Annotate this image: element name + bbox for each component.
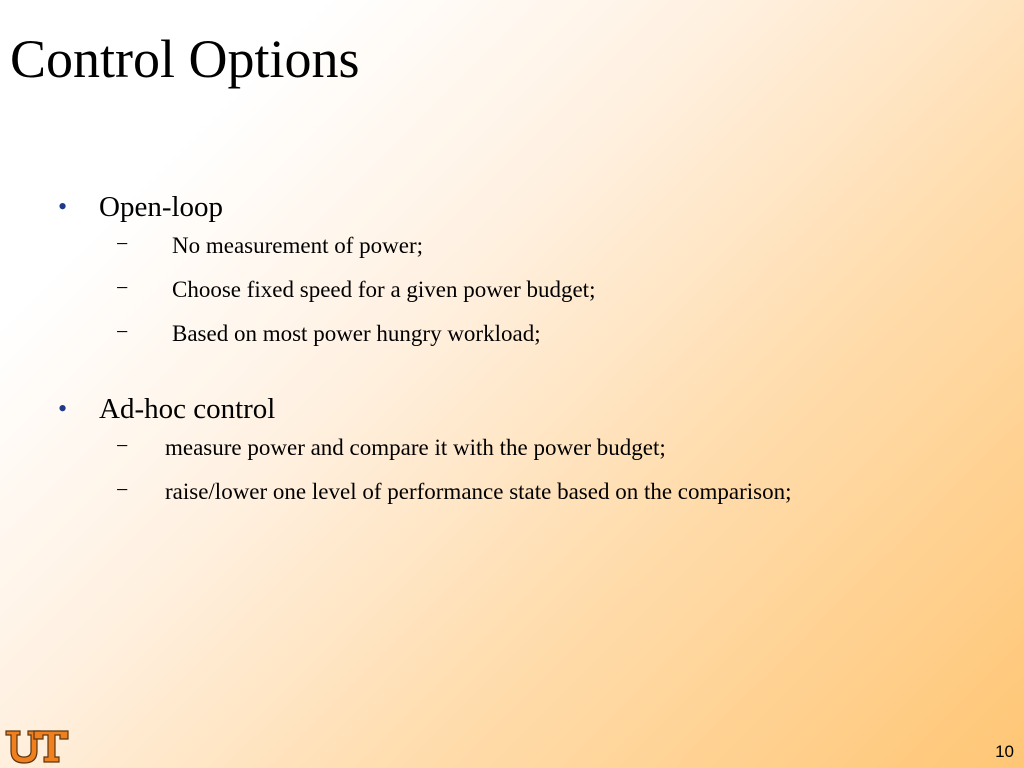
slide-title: Control Options [10, 29, 360, 89]
bullet-dot-icon: • [58, 394, 68, 423]
bullet-group-open-loop [58, 190, 998, 364]
bullet-item [58, 190, 998, 224]
sub-bullet-text: No measurement of power; [172, 233, 424, 258]
sub-bullet-list [58, 232, 998, 364]
bullet-group-ad-hoc [58, 392, 998, 522]
sub-bullet-item [58, 478, 998, 522]
sub-bullet-text: raise/lower one level of performance state based on the comparison; [165, 479, 792, 504]
bullet-label: Ad-hoc control [99, 393, 276, 425]
dash-icon: − [116, 275, 129, 300]
sub-bullet-item [58, 232, 998, 276]
sub-bullet-text: Based on most power hungry workload; [172, 321, 541, 346]
sub-bullet-item [58, 276, 998, 320]
ut-logo-icon [4, 727, 70, 765]
sub-bullet-item [58, 320, 998, 364]
dash-icon: − [116, 477, 129, 502]
dash-icon: − [116, 433, 129, 458]
bullet-dot-icon: • [58, 192, 68, 221]
sub-bullet-item [58, 434, 998, 478]
dash-icon: − [116, 319, 129, 344]
page-number: 10 [995, 742, 1014, 761]
sub-bullet-text: Choose fixed speed for a given power budget; [172, 277, 596, 302]
bullet-item [58, 392, 998, 426]
dash-icon: − [116, 231, 129, 256]
bullet-label: Open-loop [99, 191, 224, 223]
sub-bullet-list [58, 434, 998, 522]
bullet-list [58, 190, 998, 522]
sub-bullet-text: measure power and compare it with the power budget; [165, 435, 666, 460]
